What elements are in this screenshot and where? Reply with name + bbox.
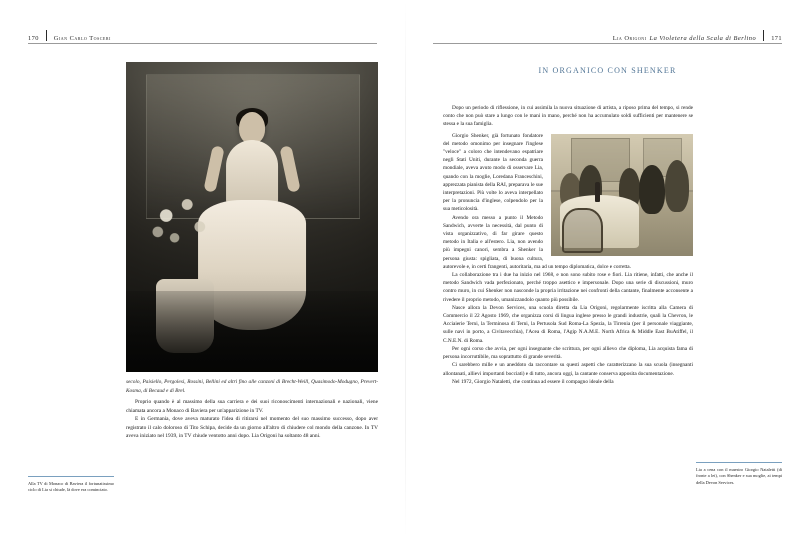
right-paragraph-7: Ci sarebbero mille e un aneddoto da raccontare su questi aspetti che caratterizzano la sua scuola (insegnanti allontanati, allievi importanti bocciati) e di tutto, ancora oggi, la cantante conserva apposita documentazione.: [443, 362, 693, 377]
right-paragraph-8: Nel 1972, Giorgio Nataletti, che continua ad essere il compagno ideale della: [452, 378, 614, 385]
photo-floor: [126, 291, 378, 372]
right-paragraph-6: Per ogni corso che avvia, per ogni insegnante che scrittura, per ogni allievo che diploma, Lia acquista fama di persona incorruttibile, ma soprattutto di grande severità.: [443, 345, 693, 361]
right-running-head: [433, 28, 782, 42]
left-body-text: [126, 398, 378, 441]
right-paragraph-1: Dopo un periodo di riflessione, in cui assimila la nuova situazione di artista, a riposo prima del tempo, si rende conto che non può stare a lungo con le mani in mano, perché non ha accumulato soldi sufficienti per mantenere se stessa e la sua famiglia.: [443, 105, 693, 128]
chapter-title: IN ORGANICO CON SHENKER: [538, 66, 677, 75]
left-running-head-title: Gian Carlo Tosceri: [53, 35, 111, 42]
left-margin-note: Alla TV di Monaco di Baviera il fortunatissimo ciclo di Lia si chiude, là dove era cominciato.: [28, 476, 114, 494]
right-margin-note: Lia a cena con il maestro Giorgio Nataletti (di fronte a lei), con Shenker e sua moglie, ai tempi della Devon Services.: [696, 462, 782, 486]
right-paragraph-5: Nasce allora la Devon Services, una scuola diretta da Lia Origoni, regolarmente iscritta alla Camera di Commercio il 22 Agosto 1969, che organizza corsi di lingua inglese presso le grandi industrie, quali la Chevron, le Acciaierie Terni, la Terminosa di Terni, la Pertusola Sud Roma-La Spezia, la Tirrenia (per il personale viaggiante, sulle navi in porto, a Civitavecchia), l'Acea di Roma, l'Agip N.A.M.E. North Africa & Middle East BuAtiffel, il C.N.E.N. di Roma.: [443, 304, 693, 344]
running-head-divider-right: [763, 30, 764, 41]
left-folio: 170: [28, 35, 39, 42]
right-running-head-title: La Violetera della Scala di Berlino: [649, 35, 757, 42]
right-running-head-author: Lia Origoni: [612, 35, 647, 42]
right-paragraph-3: Avendo ora messo a punto il Metodo Sandwich, avverte la necessità, dal punto di vista organizzativo, di far girare questo metodo in Italia e all'estero. Lia, non avendo più impegni canori, sembra a Shenker la persona giusta: spigliata, di buona cultura, autorevole e, in certi frangenti, autoritaria, ma ad un tempo diplomatica, dolce e corretta.: [443, 214, 631, 270]
photo-lia-stage: [126, 62, 378, 372]
photo-dinner-person-4: [639, 165, 665, 214]
photo-figure-arm-right: [279, 145, 300, 192]
right-body-text: [443, 104, 693, 386]
left-paragraph-2: E in Germania, dove aveva maturato l'idea di ritirarsi nel momento del suo massimo successo, dopo aver registrato il calo doloroso di Tito Schipa, decide da un giorno all'altro di chiudere col mondo della canzone. In TV aveva iniziato nel 1939, in TV chiude ventotto anni dopo. Lia Origoni ha soltanto 48 anni.: [126, 416, 378, 440]
running-head-divider: [46, 30, 47, 41]
right-folio: 171: [771, 35, 782, 42]
left-photo-caption-continuation: secolo, Paisiello, Pergolesi, Rossini, Bellini ed altri fino alle canzoni di Brecht-Weill, Quasimodo-Modugno, Prevert-Kosma, di Becaud e di Brel.: [126, 379, 378, 394]
right-paragraph-2: Giorgio Shenker, già fortunato fondatore del metodo omonimo per insegnare l'inglese "veloce" a coloro che intendevano espatriare negli Stati Uniti, durante la seconda guerra mondiale, aveva avuto modo di osservare Lia, quando con la moglie, Loredana Franceschini, apprezzata pianista della RAI, preparava le sue interpretazioni. Più volte lo aveva interpellato per la pronuncia d'inglese, colpendolo per la sua meticolosità.: [443, 132, 543, 213]
left-header-rule: [28, 43, 377, 44]
left-paragraph-1: Proprio quando è al massimo della sua carriera e dei suoi riconoscimenti internazionali e nazionali, viene chiamata ancora a Monaco di Baviera per un'apparizione in TV.: [126, 399, 378, 414]
spread-gutter: [405, 0, 406, 538]
right-paragraph-4: La collaborazione tra i due ha inizio nel 1968, e non sono subito rose e fiori. Lia ritiene, infatti, che anche il metodo Sandwich vada perfezionato, perché troppo asettico e impersonale. Dopo una serie di discussioni, muro contro muro, in cui Shenker non nasconde la propria irritazione nei confronti della cantante, finalmente acconsente a rivedere il proprio metodo, umanizzandolo quanto più possibile.: [443, 272, 693, 303]
photo-dinner-person-5: [665, 160, 689, 211]
left-running-head: [28, 28, 377, 42]
right-header-rule: [433, 43, 782, 44]
photo-figure-arm-left: [203, 145, 224, 192]
photo-dinner-bottle: [595, 182, 600, 202]
right-text-with-photo: [443, 132, 693, 271]
photo-figure-torso: [226, 140, 278, 206]
photo-flowers: [141, 186, 225, 260]
photo-dinner-chair: [562, 208, 603, 253]
photo-dinner-table: [551, 134, 693, 256]
